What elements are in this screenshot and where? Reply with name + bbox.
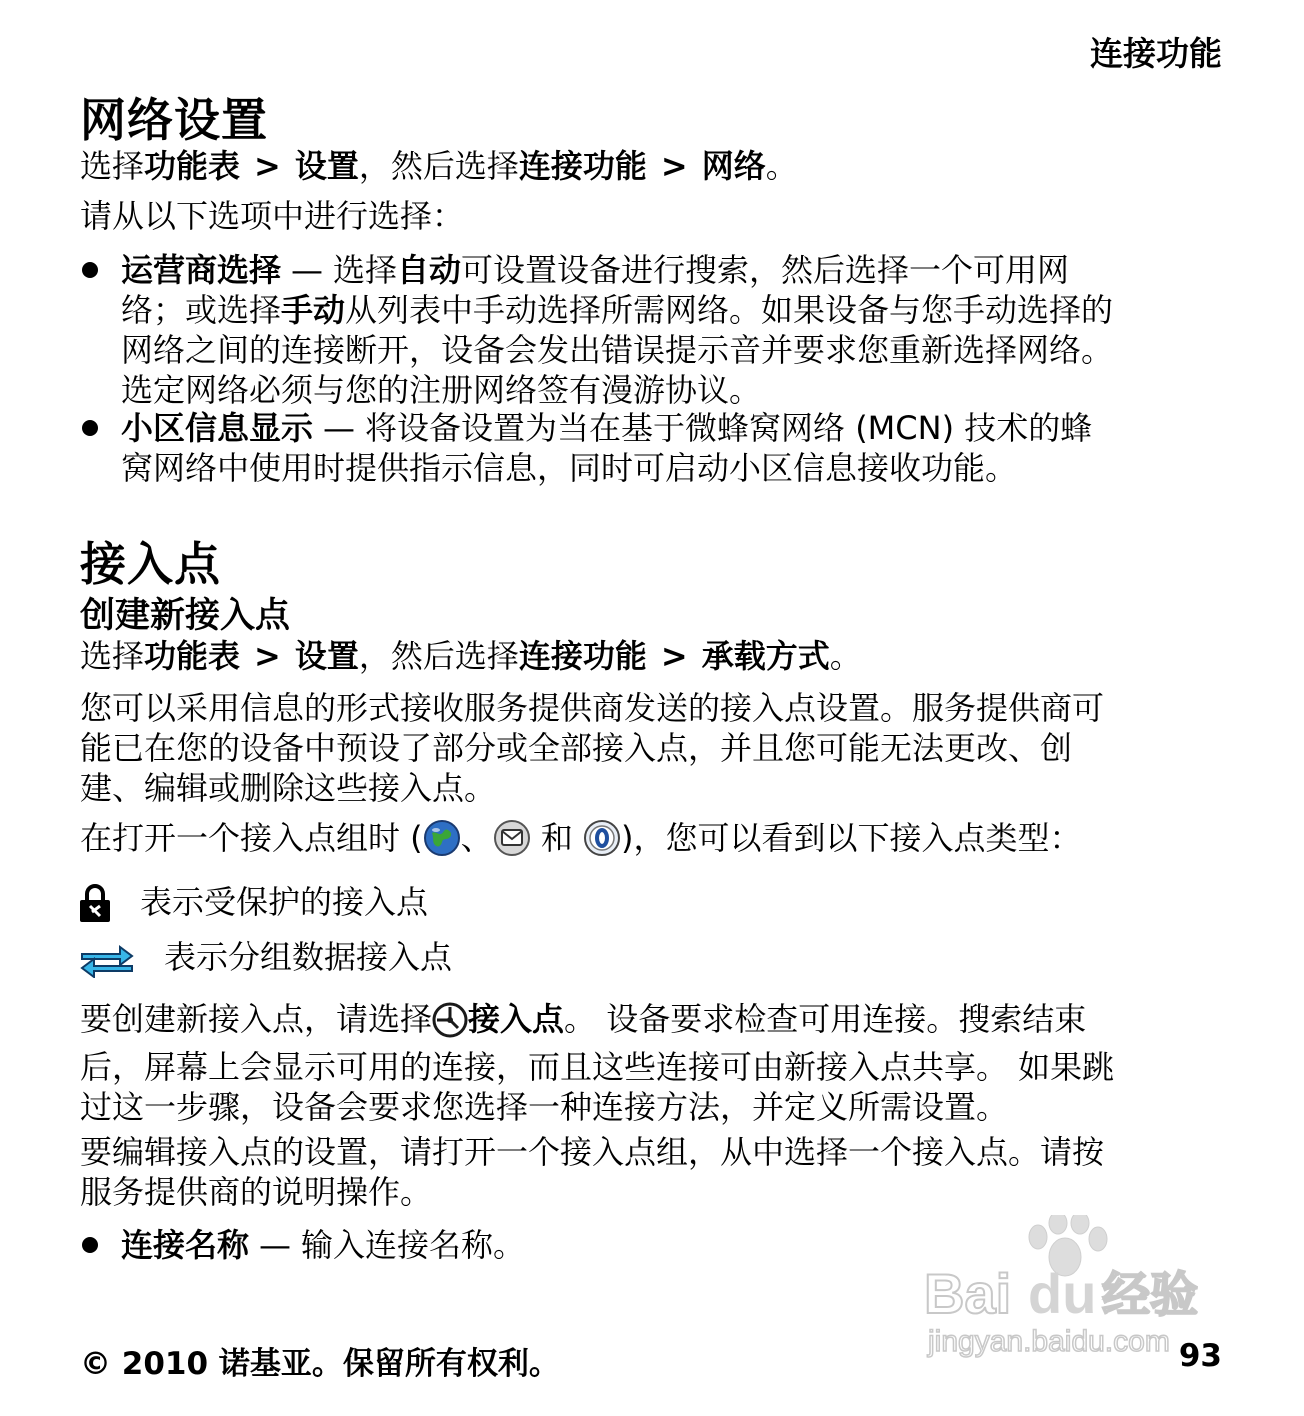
bullet-dot <box>82 262 98 278</box>
text-line: 能已在您的设备中预设了部分或全部接入点，并且您可能无法更改、创 <box>80 729 1073 767</box>
options-intro: 请从以下选项中进行选择： <box>80 197 465 235</box>
text-line: 服务提供商的说明操作。 <box>80 1173 433 1211</box>
watermark-brand-a: Bai <box>924 1262 1012 1325</box>
text-run: )，您可以看到以下接入点类型： <box>621 819 1082 857</box>
bullet-dot <box>82 1237 98 1253</box>
path-sep: > <box>660 637 688 675</box>
text-run: 、 <box>460 819 493 857</box>
term-connection-name: 连接名称 <box>121 1226 250 1264</box>
path-end: 。 <box>765 147 798 185</box>
text-run: 选择 <box>333 251 398 289</box>
legend-packet-data-ap: 表示分组数据接入点 <box>164 938 453 976</box>
text-run: 将设备设置为当在基于微蜂窝网络 (MCN) 技术的蜂 <box>365 409 1093 447</box>
bullet-dot <box>82 420 98 436</box>
text-run: 可设置设备进行搜索，然后选择一个可用网 <box>461 251 1070 289</box>
path-destinations: 承载方式 <box>701 637 830 675</box>
text-line: 网络之间的连接断开，设备会发出错误提示音并要求您重新选择网络。 <box>121 331 1114 369</box>
path-pre: 选择 <box>80 637 145 675</box>
text-run: 和 <box>530 819 584 857</box>
path-conn: 连接功能 <box>518 637 647 675</box>
text-line: 您可以采用信息的形式接收服务提供商发送的接入点设置。服务提供商可 <box>80 689 1105 727</box>
path-sep: > <box>254 147 281 185</box>
path-settings: 设置 <box>294 637 359 675</box>
em-dash: — <box>323 409 356 447</box>
path-pre: 选择 <box>80 147 145 185</box>
term-cell-info: 小区信息显示 <box>121 409 314 447</box>
protected-lock-icon <box>78 884 112 928</box>
text-line: 要编辑接入点的设置，请打开一个接入点组，从中选择一个接入点。请按 <box>80 1133 1105 1171</box>
path-mid: ，然后选择 <box>358 637 519 675</box>
bullet-cell-info <box>121 408 1231 488</box>
text-run: 在打开一个接入点组时 ( <box>80 819 423 857</box>
term-operator: 运营商选择 <box>121 251 282 289</box>
menu-path-network <box>80 146 1230 186</box>
text-run: 要创建新接入点，请选择 <box>80 1000 433 1038</box>
text-line: 过这一步骤，设备会要求您选择一种连接方法，并定义所需设置。 <box>80 1088 1009 1126</box>
path-conn: 连接功能 <box>518 147 647 185</box>
subsection-title-create-ap: 创建新接入点 <box>80 596 291 636</box>
paragraph-ap-groups <box>80 818 1230 866</box>
paragraph-create-ap <box>80 999 1230 1127</box>
path-mid: ，然后选择 <box>358 147 519 185</box>
watermark-brand-c: 经验 <box>1102 1267 1199 1323</box>
bullet-operator-selection <box>121 250 1231 410</box>
running-header: 连接功能 <box>1090 34 1222 73</box>
packet-data-arrows-icon <box>78 942 136 982</box>
access-point-option-icon <box>432 1002 468 1047</box>
baidu-jingyan-watermark <box>920 1215 1220 1375</box>
path-menu: 功能表 <box>144 637 241 675</box>
text-run: 络；或选择 <box>121 291 282 329</box>
term-manual: 手动 <box>281 291 346 329</box>
page-number: 93 <box>1178 1338 1222 1374</box>
em-dash: — <box>259 1226 292 1264</box>
path-settings: 设置 <box>294 147 359 185</box>
text-line: 窝网络中使用时提供指示信息，同时可启动小区信息接收功能。 <box>121 449 1018 487</box>
watermark-brand-b: du <box>1028 1262 1097 1325</box>
text-line: 选定网络必须与您的注册网络签有漫游协议。 <box>121 371 762 409</box>
path-net: 网络 <box>701 147 766 185</box>
path-end: 。 <box>829 637 862 675</box>
path-menu: 功能表 <box>144 147 241 185</box>
watermark-url: jingyan.baidu.com <box>928 1325 1170 1358</box>
path-sep: > <box>660 147 688 185</box>
text-line: 建、编辑或删除这些接入点。 <box>80 769 497 807</box>
mms-message-icon <box>493 819 531 866</box>
paragraph-ap-settings <box>80 688 1230 808</box>
text-run: 。 设备要求检查可用连接。搜索结束 <box>564 1000 1087 1038</box>
menu-path-access-points <box>80 636 1230 676</box>
text-run: 输入连接名称。 <box>301 1226 526 1264</box>
legend-protected-ap: 表示受保护的接入点 <box>140 883 429 921</box>
term-auto: 自动 <box>397 251 462 289</box>
uncategorized-zero-icon <box>583 819 621 866</box>
em-dash: — <box>291 251 324 289</box>
section-title-access-points: 接入点 <box>80 537 221 591</box>
term-access-point: 接入点 <box>468 1000 565 1038</box>
text-line: 后，屏幕上会显示可用的连接，而且这些连接可由新接入点共享。 如果跳 <box>80 1048 1115 1086</box>
section-title-network: 网络设置 <box>80 93 268 147</box>
text-run: 从列表中手动选择所需网络。如果设备与您手动选择的 <box>345 291 1114 329</box>
internet-globe-icon <box>423 819 461 866</box>
path-sep: > <box>254 637 281 675</box>
paragraph-edit-ap <box>80 1132 1230 1212</box>
copyright-footer: © 2010 诺基亚。保留所有权利。 <box>80 1346 560 1382</box>
